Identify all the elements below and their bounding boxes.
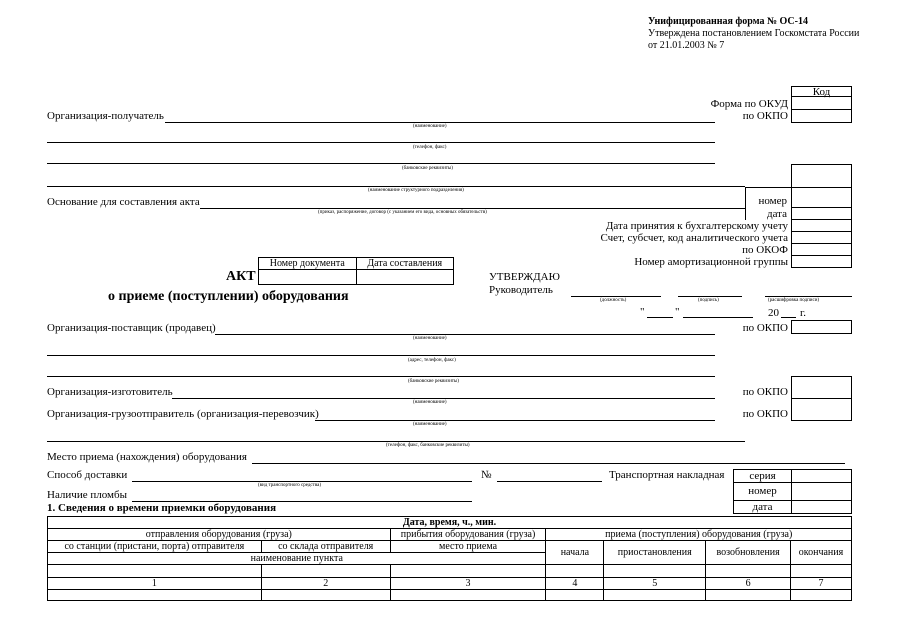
resume-header: возобновления bbox=[706, 541, 791, 565]
from-station-header: со станции (пристани, порта) отправителя bbox=[48, 541, 262, 553]
data-cell-2[interactable] bbox=[261, 590, 390, 601]
waybill-number-row bbox=[733, 482, 852, 501]
col-number-7: 7 bbox=[791, 578, 852, 590]
manufacturer-name-hint: (наименование) bbox=[413, 400, 447, 405]
shipper-name-line[interactable] bbox=[315, 420, 715, 421]
supplier-address-line[interactable] bbox=[47, 355, 715, 356]
data-cell-5[interactable] bbox=[604, 590, 706, 601]
signature-hint: (подпись) bbox=[698, 298, 719, 303]
basis-line[interactable] bbox=[200, 208, 745, 209]
doc-number-table bbox=[258, 257, 454, 285]
col-number-3: 3 bbox=[390, 578, 546, 590]
code-blank-cell[interactable] bbox=[791, 164, 852, 188]
day-line[interactable] bbox=[647, 317, 673, 318]
delivery-label: Способ доставки bbox=[47, 469, 128, 481]
date-label: дата bbox=[734, 501, 792, 513]
data-cell-1[interactable] bbox=[48, 590, 262, 601]
dispatch-header: отправления оборудования (груза) bbox=[48, 529, 391, 541]
quote-close: " bbox=[675, 306, 680, 318]
blank-subcell-1 bbox=[48, 565, 262, 578]
recipient-name-line[interactable] bbox=[165, 122, 715, 123]
delivery-line[interactable] bbox=[132, 481, 472, 482]
data-cell-7[interactable] bbox=[791, 590, 852, 601]
data-cell-3[interactable] bbox=[390, 590, 546, 601]
approve-head: Руководитель bbox=[489, 284, 553, 296]
approved-line-1: Утверждена постановлением Госкомстата России bbox=[648, 28, 860, 39]
data-cell-4[interactable] bbox=[546, 590, 604, 601]
schet-label: Счет, субсчет, код аналитического учета bbox=[600, 232, 788, 244]
col-number-1: 1 bbox=[48, 578, 262, 590]
month-line[interactable] bbox=[683, 317, 753, 318]
waybill-label: Транспортная накладная bbox=[609, 469, 725, 481]
forma-okud-label: Форма по ОКУД bbox=[710, 98, 788, 110]
decode-hint: (расшифровка подписи) bbox=[768, 298, 820, 303]
recipient-phone-hint: (телефон, факс) bbox=[413, 145, 447, 150]
year-prefix: 20 bbox=[768, 307, 779, 319]
signature-line[interactable] bbox=[678, 296, 742, 297]
supplier-bank-line[interactable] bbox=[47, 376, 715, 377]
year-line[interactable] bbox=[781, 317, 796, 318]
shipper-name-hint: (наименование) bbox=[413, 422, 447, 427]
form-title: Унифицированная форма № ОС-14 bbox=[648, 16, 808, 27]
doc-number-cell[interactable] bbox=[259, 270, 357, 285]
blank-subcell-5 bbox=[604, 565, 706, 578]
data-prinyatiya-label: Дата принятия к бухгалтерскому учету bbox=[605, 220, 788, 232]
delivery-hint: (вид транспортного средства) bbox=[258, 483, 322, 488]
col-number-6: 6 bbox=[706, 578, 791, 590]
section1-title: 1. Сведения о времени приемки оборудования bbox=[47, 502, 277, 514]
shipper-contacts-hint: (телефон, факс, банковские реквизиты) bbox=[386, 443, 470, 448]
act-title: АКТ bbox=[226, 269, 256, 284]
blank-subcell-6 bbox=[706, 565, 791, 578]
doc-date-header: Дата составления bbox=[356, 258, 454, 270]
col-number-4: 4 bbox=[546, 578, 604, 590]
series-label: серия bbox=[734, 470, 792, 482]
supplier-name-line[interactable] bbox=[215, 334, 715, 335]
col-number-2: 2 bbox=[261, 578, 390, 590]
blank-subcell-7 bbox=[791, 565, 852, 578]
quote-open: " bbox=[640, 306, 645, 318]
col-number-5: 5 bbox=[604, 578, 706, 590]
manufacturer-name-line[interactable] bbox=[172, 398, 715, 399]
basis-label: Основание для составления акта bbox=[47, 196, 200, 208]
okpo-recipient-cell[interactable] bbox=[791, 109, 852, 123]
code-nomer-cell[interactable] bbox=[791, 187, 852, 208]
waybill-date-row bbox=[733, 500, 852, 514]
receipt-header: приема (поступления) оборудования (груза) bbox=[546, 529, 852, 541]
position-hint: (должность) bbox=[600, 298, 627, 303]
okud-cell[interactable] bbox=[791, 96, 852, 110]
supplier-okpo-label: по ОКПО bbox=[742, 322, 788, 334]
recipient-name-hint: (наименование) bbox=[413, 124, 447, 129]
recipient-bank-hint: (банковские реквизиты) bbox=[402, 166, 453, 171]
place-line[interactable] bbox=[252, 463, 845, 464]
blank-subcell-3 bbox=[390, 565, 546, 578]
po-okof-label: по ОКОФ bbox=[742, 244, 788, 256]
supplier-name-hint: (наименование) bbox=[413, 336, 447, 341]
blank-subcell-4 bbox=[546, 565, 604, 578]
section1-table bbox=[47, 516, 852, 601]
doc-date-cell[interactable] bbox=[356, 270, 454, 285]
position-line[interactable] bbox=[571, 296, 661, 297]
decode-line[interactable] bbox=[765, 296, 852, 297]
approve-title: УТВЕРЖДАЮ bbox=[489, 271, 560, 283]
supplier-bank-hint: (банковские реквизиты) bbox=[408, 379, 459, 384]
shipper-okpo-cell[interactable] bbox=[791, 398, 852, 421]
doc-number-header: Номер документа bbox=[259, 258, 357, 270]
blank-subcell-2 bbox=[261, 565, 390, 578]
shipper-label: Организация-грузоотправитель (организация-перевозчик) bbox=[47, 408, 319, 420]
recipient-phone-line[interactable] bbox=[47, 142, 715, 143]
year-suffix: г. bbox=[800, 307, 807, 319]
kod-label: Код bbox=[812, 86, 831, 98]
nomer-amort-label: Номер амортизационной группы bbox=[634, 256, 788, 268]
shipper-okpo-label: по ОКПО bbox=[742, 408, 788, 420]
arrival-header: прибытия оборудования (груза) bbox=[390, 529, 546, 541]
end-header: окончания bbox=[791, 541, 852, 565]
manufacturer-okpo-cell[interactable] bbox=[791, 376, 852, 399]
manufacturer-okpo-label: по ОКПО bbox=[742, 386, 788, 398]
supplier-address-hint: (адрес, телефон, факс) bbox=[408, 358, 456, 363]
place-receipt-header: место приема bbox=[390, 541, 546, 553]
section1-main-header: Дата, время, ч., мин. bbox=[48, 517, 852, 529]
code-amort-cell[interactable] bbox=[791, 255, 852, 268]
num-sign: № bbox=[481, 469, 492, 481]
seal-label: Наличие пломбы bbox=[47, 489, 127, 501]
division-line[interactable] bbox=[47, 186, 745, 187]
waybill-series-row bbox=[733, 469, 852, 483]
supplier-okpo-cell[interactable] bbox=[791, 320, 852, 334]
data-label: дата bbox=[766, 208, 787, 220]
start-header: начала bbox=[546, 541, 604, 565]
data-cell-6[interactable] bbox=[706, 590, 791, 601]
number-label: номер bbox=[734, 483, 792, 500]
point-name-header: наименование пункта bbox=[48, 553, 546, 565]
supplier-label: Организация-поставщик (продавец) bbox=[47, 322, 216, 334]
pause-header: приостановления bbox=[604, 541, 706, 565]
basis-hint: (приказ, распоряжение, договор (с указанием его вида, основных обязательств) bbox=[318, 210, 487, 215]
from-warehouse-header: со склада отправителя bbox=[261, 541, 390, 553]
recipient-bank-line[interactable] bbox=[47, 163, 715, 164]
delivery-number-line[interactable] bbox=[497, 481, 602, 482]
manufacturer-label: Организация-изготовитель bbox=[47, 386, 173, 398]
shipper-contacts-line[interactable] bbox=[47, 441, 745, 442]
place-label: Место приема (нахождения) оборудования bbox=[47, 451, 247, 463]
po-okpo-label: по ОКПО bbox=[742, 110, 788, 122]
division-hint: (наименование структурного подразделения) bbox=[368, 188, 464, 193]
approved-line-2: от 21.01.2003 № 7 bbox=[648, 40, 725, 51]
recipient-label: Организация-получатель bbox=[47, 110, 164, 122]
nomer-label: номер bbox=[758, 195, 787, 207]
act-subtitle: о приеме (поступлении) оборудования bbox=[108, 289, 349, 304]
